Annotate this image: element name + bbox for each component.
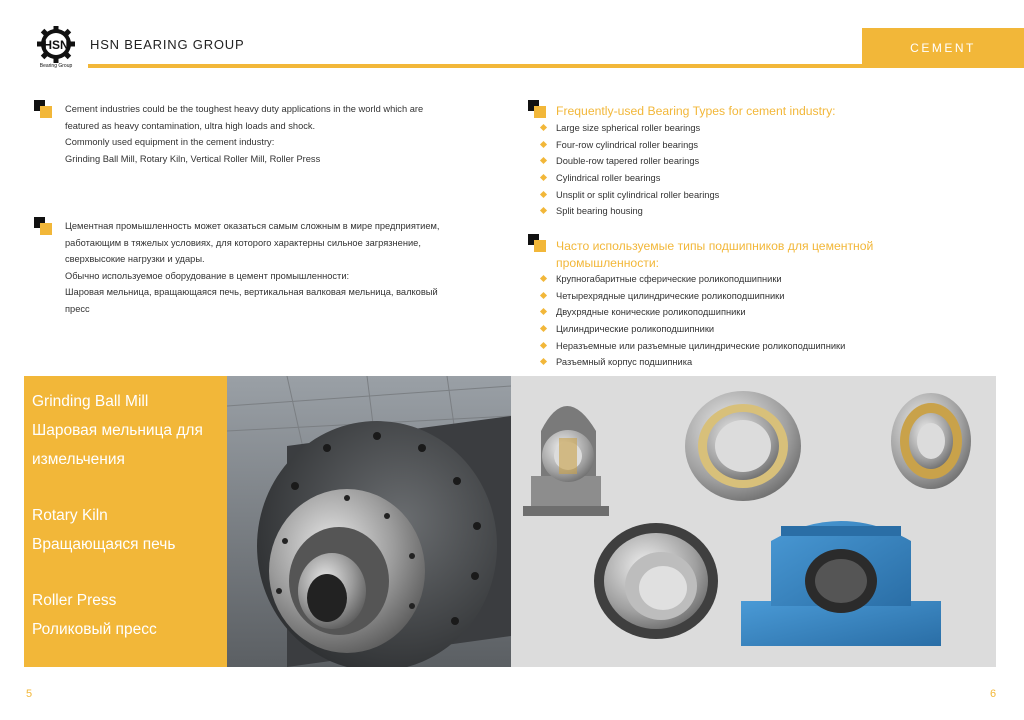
section-tag: CEMENT <box>862 28 1024 68</box>
logo-subtext: Bearing Group <box>39 63 73 68</box>
equipment-panel <box>24 376 227 667</box>
panel-label: Роликовый пресс <box>32 621 157 638</box>
panel-label: Шаровая мельница для <box>32 422 203 439</box>
list-item: Cylindrical roller bearings <box>540 170 719 187</box>
diamond-bullet-icon <box>540 275 547 282</box>
list-item: Неразъемные или разъемные цилиндрические роликоподшипники <box>540 338 845 355</box>
four-row-bearing <box>594 523 718 639</box>
logo-text: HSN <box>43 38 69 52</box>
list-item: Четырехрядные цилиндрические роликоподшипники <box>540 288 845 305</box>
header-rule <box>88 64 868 68</box>
title-line: Часто используемые типы подшипников для цементной <box>556 239 874 253</box>
list-item: Двухрядные конические роликоподшипники <box>540 304 845 321</box>
intro-russian-line: Шаровая мельница, вращающаяся печь, вертикальная валковая мельница, валковый <box>65 287 438 297</box>
title-line: промышленности: <box>556 255 660 270</box>
diamond-bullet-icon <box>540 325 547 332</box>
bearings-photo <box>511 376 996 667</box>
bearing-types-list-en <box>540 120 719 220</box>
intro-russian-line: Цементная промышленность может оказаться самым сложным в мире предприятием, <box>65 221 440 231</box>
intro-russian-line: Обычно используемое оборудование в цемент промышленности: <box>65 270 350 281</box>
list-item: Double-row tapered roller bearings <box>540 153 719 170</box>
intro-english-line: Cement industries could be the toughest heavy duty applications in the world which are <box>65 104 424 114</box>
list-item: Four-row cylindrical roller bearings <box>540 137 719 154</box>
intro-russian-line: работающим в тяжелых условиях, для которого характерны сильное загрязнение, <box>65 237 421 248</box>
bearing-types-title-ru <box>556 238 873 271</box>
bullet-square-icon <box>34 100 52 118</box>
spherical-bearing <box>891 393 971 489</box>
split-housing-cutaway <box>523 406 609 516</box>
plummer-block <box>741 521 941 646</box>
panel-label: измельчения <box>32 451 125 468</box>
diamond-bullet-icon <box>540 191 547 198</box>
bullet-square-icon <box>528 100 546 118</box>
intro-english-line: Grinding Ball Mill, Rotary Kiln, Vertical Roller Mill, Roller Press <box>65 153 321 164</box>
panel-label: Rotary Kiln <box>32 507 108 524</box>
bearing-types-list-ru <box>540 271 845 371</box>
diamond-bullet-icon <box>540 124 547 131</box>
panel-label: Roller Press <box>32 592 117 609</box>
diamond-bullet-icon <box>540 292 547 299</box>
page-number-left: 5 <box>26 688 33 700</box>
diamond-bullet-icon <box>540 207 547 214</box>
list-item: Цилиндрические роликоподшипники <box>540 321 845 338</box>
list-item: Разъемный корпус подшипника <box>540 354 845 371</box>
brand-name: HSN BEARING GROUP <box>90 37 245 52</box>
list-item: Крупногабаритные сферические роликоподшипники <box>540 271 845 288</box>
page-number-right: 6 <box>990 688 997 700</box>
ball-mill-photo <box>227 376 511 667</box>
bearing-types-title-en: Frequently-used Bearing Types for cement industry: <box>556 104 836 118</box>
panel-label: Grinding Ball Mill <box>32 393 149 410</box>
diamond-bullet-icon <box>540 157 547 164</box>
diamond-bullet-icon <box>540 174 547 181</box>
list-item: Unsplit or split cylindrical roller bearings <box>540 187 719 204</box>
diamond-bullet-icon <box>540 342 547 349</box>
panel-label: Вращающаяся печь <box>32 536 176 553</box>
diamond-bullet-icon <box>540 308 547 315</box>
intro-english <box>65 101 423 167</box>
bullet-square-icon <box>34 217 52 235</box>
intro-english-line: featured as heavy contamination, ultra high loads and shock. <box>65 120 316 131</box>
intro-russian-line: пресс <box>65 303 90 314</box>
list-item: Split bearing housing <box>540 203 719 220</box>
diamond-bullet-icon <box>540 141 547 148</box>
list-item: Large size spherical roller bearings <box>540 120 719 137</box>
hsn-logo <box>34 26 82 68</box>
bullet-square-icon <box>528 234 546 252</box>
cylindrical-bearing <box>685 391 801 501</box>
diamond-bullet-icon <box>540 358 547 365</box>
intro-english-line: Commonly used equipment in the cement industry: <box>65 137 275 147</box>
intro-russian-line: сверхвысокие нагрузки и удары. <box>65 254 205 264</box>
intro-russian <box>65 218 439 317</box>
